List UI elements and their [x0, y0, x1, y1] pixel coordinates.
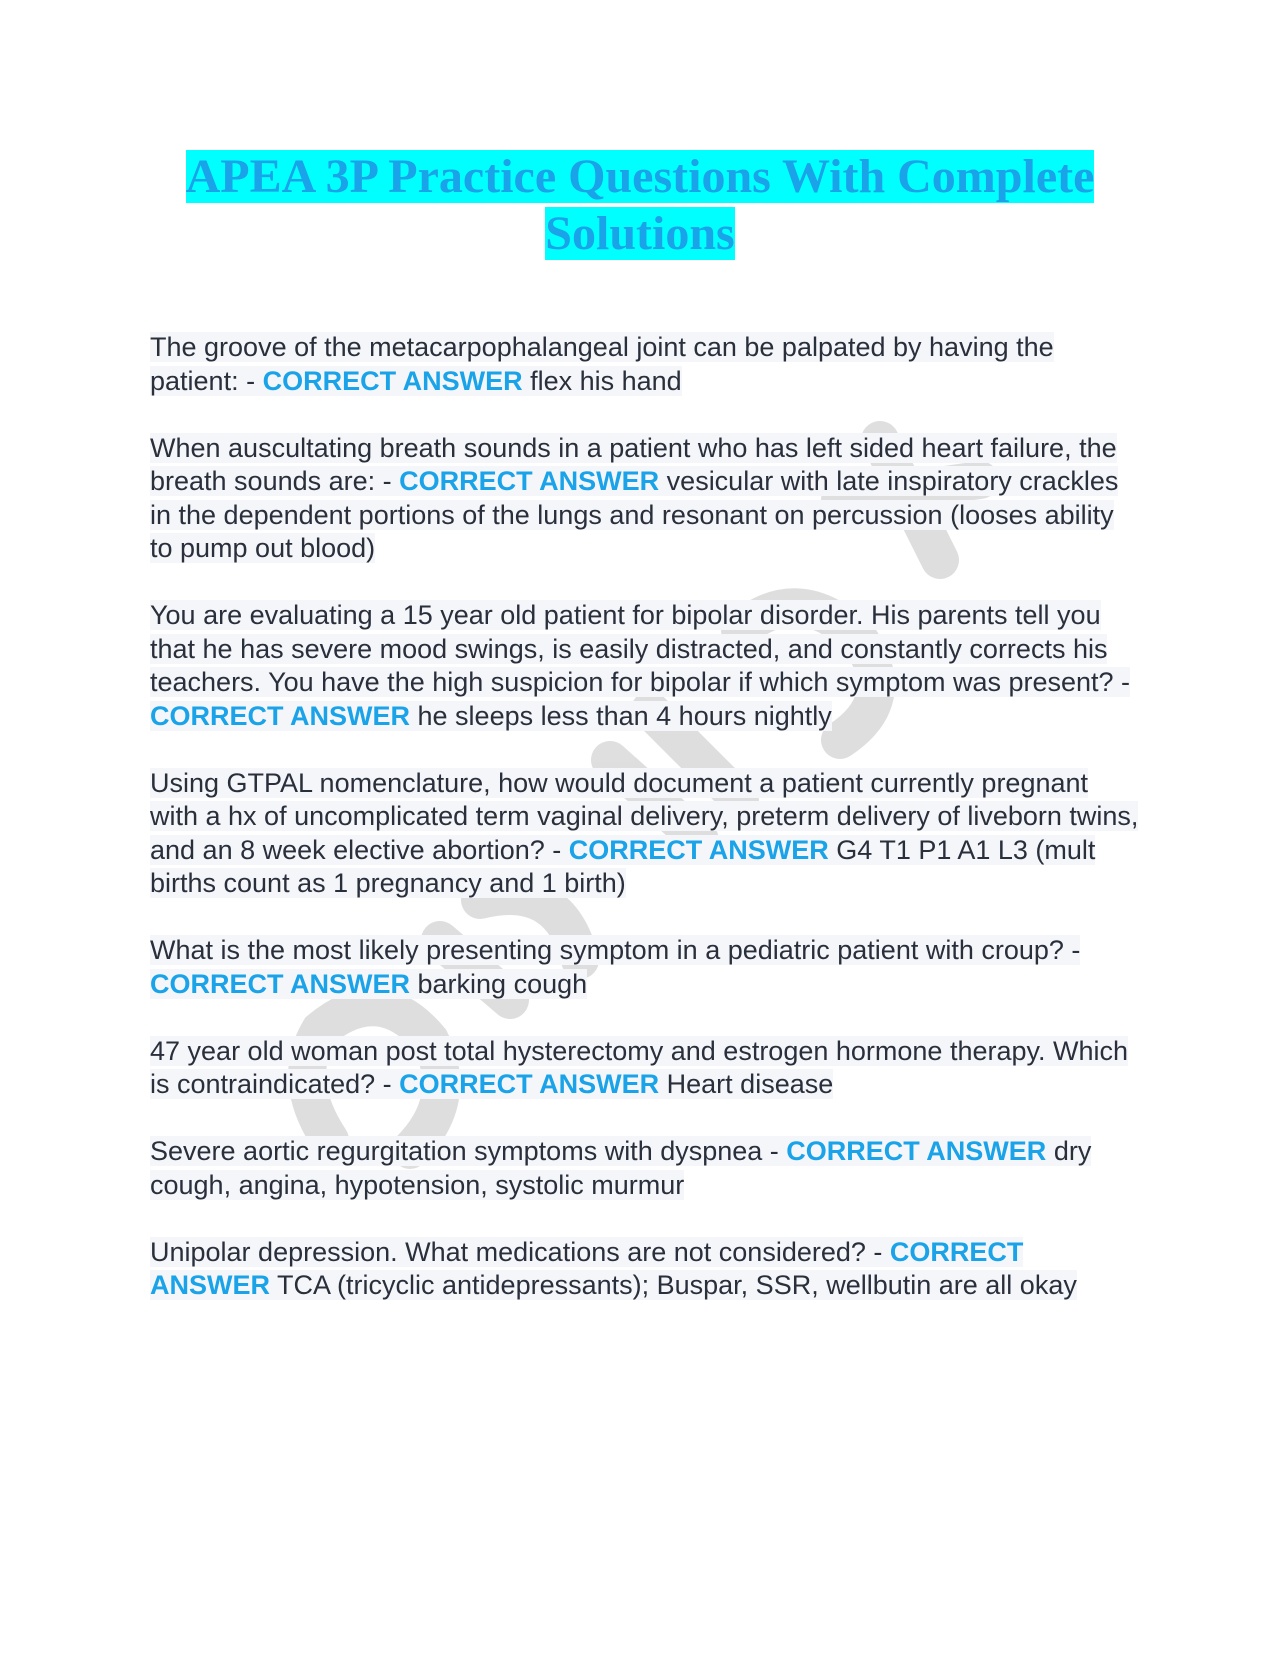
- qa-line: [150, 600, 1130, 731]
- question-text: The groove of the metacarpophalangeal joint can be palpated by having the patient:: [150, 332, 1054, 396]
- question-text: Using GTPAL nomenclature, how would document a patient currently pregnant with a hx of uncomplicated term vaginal delivery, preterm delivery of liveborn twins, and an 8 week elective abortion?: [150, 767, 1139, 865]
- qa-item: [150, 331, 1140, 398]
- qa-item: [150, 432, 1140, 566]
- separator: -: [544, 834, 569, 865]
- question-text: 47 year old woman post total hysterectomy and estrogen hormone therapy. Which is contraindicated?: [150, 1035, 1129, 1099]
- correct-answer-label: CORRECT ANSWER: [150, 1236, 1024, 1300]
- correct-answer-label: CORRECT ANSWER: [399, 1069, 660, 1099]
- separator: -: [762, 1136, 787, 1166]
- separator: -: [1113, 667, 1131, 697]
- answer-text: he sleeps less than 4 hours nightly: [417, 700, 832, 731]
- separator: -: [238, 365, 263, 396]
- question-text: You are evaluating a 15 year old patient for bipolar disorder. His parents tell you that he has severe mood swings, is easily distracted, and constantly corrects his teachers. You have the high suspicion for bipolar if which symptom was present?: [150, 600, 1114, 697]
- answer-text: G4 T1 P1 A1 L3 (mult births count as 1 pregnancy and 1 birth): [150, 834, 1096, 898]
- qa-line: [150, 433, 1118, 564]
- correct-answer-label: CORRECT ANSWER: [399, 466, 660, 496]
- question-text: Unipolar depression. What medications are not considered?: [150, 1236, 866, 1267]
- qa-line: [150, 332, 1054, 396]
- separator: -: [375, 1069, 400, 1099]
- qa-line: [150, 1237, 1077, 1301]
- separator: -: [375, 466, 400, 496]
- question-text: Severe aortic regurgitation symptoms with dyspnea: [150, 1136, 763, 1166]
- qa-item: [150, 934, 1140, 1001]
- correct-answer-label: CORRECT ANSWER: [786, 1136, 1047, 1166]
- answer-text: flex his hand: [530, 365, 682, 396]
- correct-answer-label: CORRECT ANSWER: [150, 700, 410, 731]
- separator: -: [1063, 935, 1081, 965]
- qa-list: [150, 331, 1140, 1336]
- question-text: What is the most likely presenting symptom in a pediatric patient with croup?: [150, 935, 1064, 965]
- correct-answer-label: CORRECT ANSWER: [150, 968, 410, 999]
- answer-text: Heart disease: [666, 1069, 834, 1099]
- qa-line: [150, 935, 1080, 999]
- correct-answer-label: CORRECT ANSWER: [568, 834, 829, 865]
- qa-item: [150, 1035, 1140, 1102]
- separator: -: [865, 1236, 890, 1267]
- qa-item: [150, 1135, 1140, 1202]
- qa-line: [150, 1036, 1128, 1100]
- qa-line: [150, 768, 1138, 899]
- answer-text: dry cough, angina, hypotension, systolic murmur: [150, 1136, 1092, 1200]
- answer-text: barking cough: [417, 968, 588, 999]
- qa-line: [150, 1136, 1091, 1200]
- answer-text: vesicular with late inspiratory crackles in the dependent portions of the lungs and resonant on percussion (looses ability to pump out blood): [150, 466, 1119, 563]
- document-title: APEA 3P Practice Questions With Complete Solutions: [185, 150, 1095, 260]
- qa-item: [150, 767, 1140, 901]
- qa-item: [150, 1236, 1140, 1303]
- answer-text: TCA (tricyclic antidepressants); Buspar, SSR, wellbutin are all okay: [277, 1270, 1077, 1300]
- question-text: When auscultating breath sounds in a patient who has left sided heart failure, the breath sounds are:: [150, 432, 1117, 496]
- correct-answer-label: CORRECT ANSWER: [262, 365, 523, 396]
- qa-item: [150, 599, 1140, 733]
